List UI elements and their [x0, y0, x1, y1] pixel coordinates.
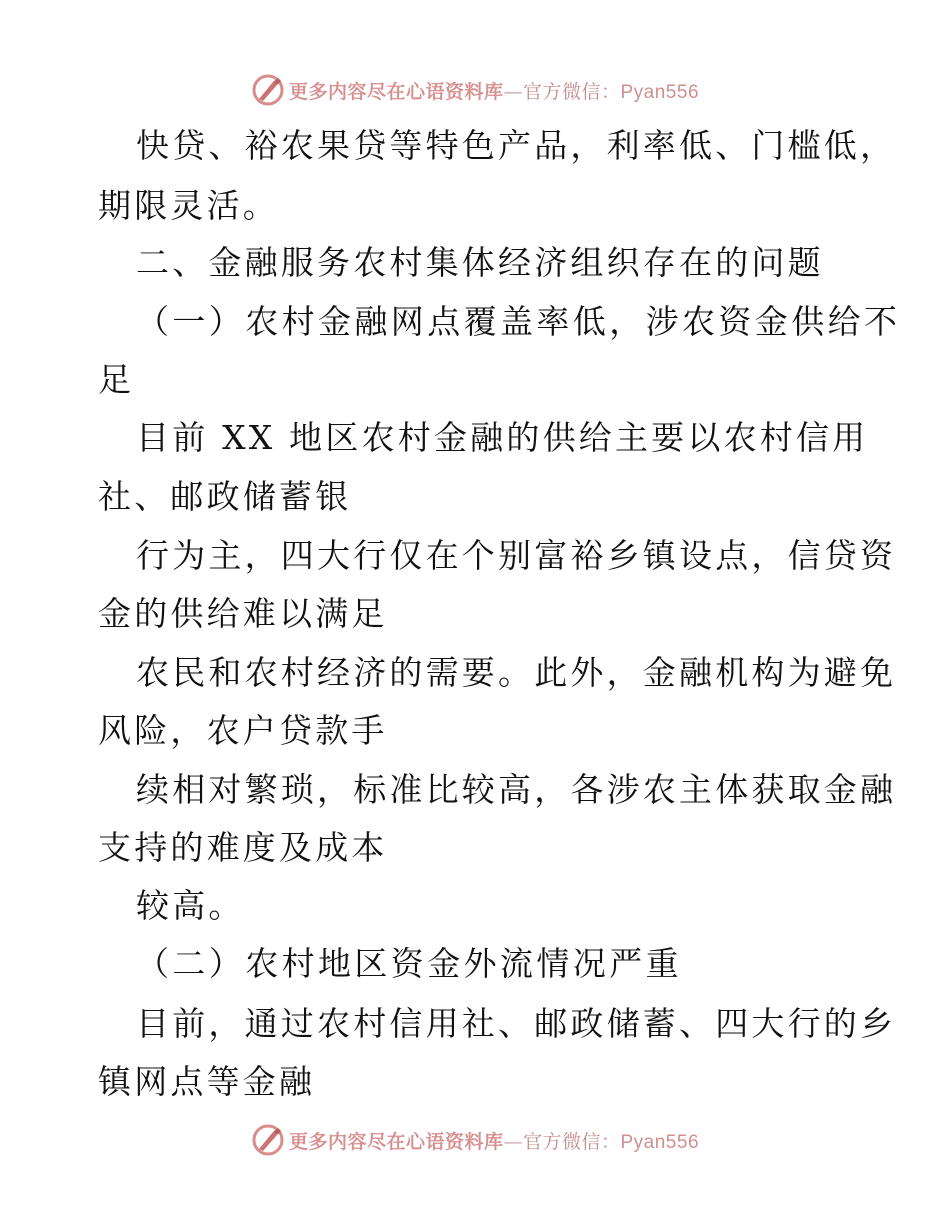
watermark-separator: —	[503, 80, 523, 103]
subsection-heading-cont: 足	[98, 360, 135, 399]
body-line: 期限灵活。	[98, 186, 279, 225]
watermark-wechat-id: Pyan556	[620, 81, 700, 103]
watermark-library-name: 更多内容尽在心语资料库	[288, 80, 504, 103]
body-line: 镇网点等金融	[98, 1062, 316, 1101]
watermark-wechat-label: 官方微信：	[522, 1130, 621, 1153]
body-line: 社、邮政储蓄银	[98, 477, 352, 516]
pen-logo-icon	[251, 1123, 285, 1157]
body-line: 续相对繁琐，标准比较高，各涉农主体获取金融	[136, 770, 897, 809]
watermark-wechat-label: 官方微信：	[522, 80, 621, 103]
footer-watermark	[0, 1120, 950, 1160]
body-line: 支持的难度及成本	[98, 828, 388, 867]
body-line: 目前，通过农村信用社、邮政储蓄、四大行的乡	[136, 1004, 897, 1043]
watermark-wechat-id: Pyan556	[620, 1131, 700, 1153]
watermark-text	[289, 1127, 699, 1154]
body-line: 行为主，四大行仅在个别富裕乡镇设点，信贷资	[136, 536, 897, 575]
body-line: 目前 XX 地区农村金融的供给主要以农村信用	[136, 418, 869, 457]
body-line: 农民和农村经济的需要。此外，金融机构为避免	[136, 653, 897, 692]
watermark-separator: —	[503, 1130, 523, 1153]
subsection-heading: （一）农村金融网点覆盖率低，涉农资金供给不	[136, 302, 901, 341]
body-line: 风险，农户贷款手	[98, 711, 388, 750]
body-line: 快贷、裕农果贷等特色产品，利率低、门槛低，	[136, 126, 897, 165]
watermark-library-name: 更多内容尽在心语资料库	[288, 1130, 504, 1153]
body-line: 较高。	[136, 886, 245, 925]
subsection-heading: （二）农村地区资金外流情况严重	[136, 944, 682, 983]
body-line: 金的供给难以满足	[98, 594, 388, 633]
section-heading: 二、金融服务农村集体经济组织存在的问题	[136, 243, 824, 282]
